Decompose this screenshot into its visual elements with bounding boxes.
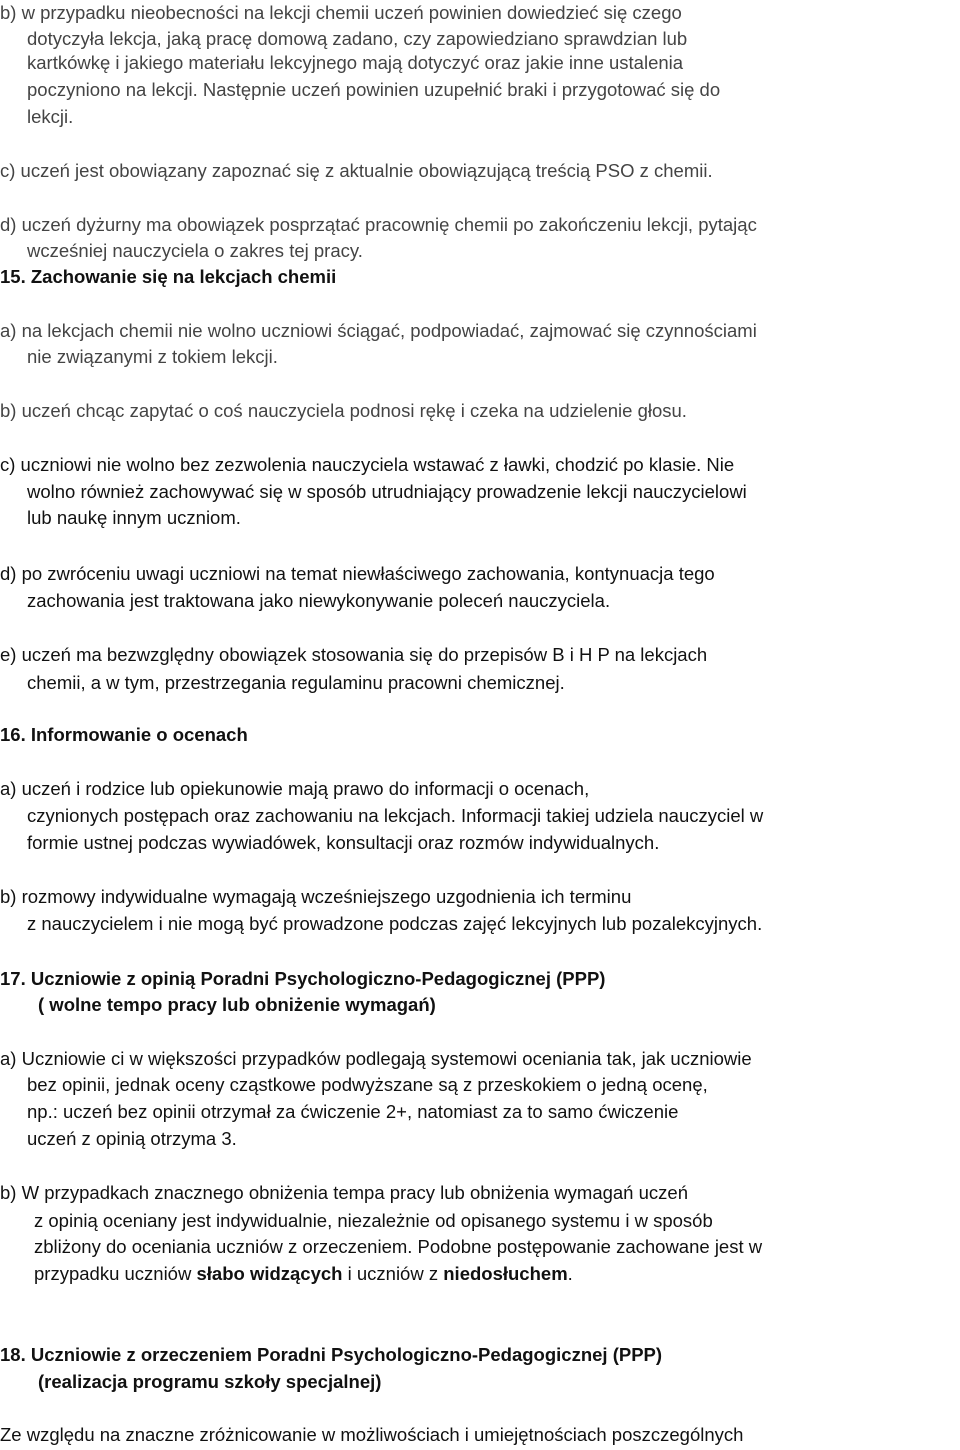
paragraph-line: lekcji.: [27, 106, 74, 127]
paragraph-line: b) uczeń chcąc zapytać o coś nauczyciela podnosi rękę i czeka na udzielenie głosu.: [0, 400, 687, 421]
paragraph-line: c) uczeń jest obowiązany zapoznać się z aktualnie obowiązującą treścią PSO z chemii.: [0, 160, 713, 181]
text-run: i uczniów z: [342, 1263, 444, 1284]
paragraph-line: z nauczycielem i nie mogą być prowadzone podczas zajęć lekcyjnych lub pozalekcyjnych.: [27, 913, 763, 934]
paragraph-line: a) uczeń i rodzice lub opiekunowie mają prawo do informacji o ocenach,: [0, 778, 590, 799]
paragraph-line: b) rozmowy indywidualne wymagają wcześniejszego uzgodnienia ich terminu: [0, 886, 632, 907]
paragraph-line: Ze względu na znaczne zróżnicowanie w możliwościach i umiejętnościach poszczególnych: [0, 1424, 744, 1445]
paragraph-line: chemii, a w tym, przestrzegania regulaminu pracowni chemicznej.: [27, 672, 565, 693]
paragraph-line: c) uczniowi nie wolno bez zezwolenia nauczyciela wstawać z ławki, chodzić po klasie. Nie: [0, 454, 735, 475]
paragraph-line: formie ustnej podczas wywiadówek, konsultacji oraz rozmów indywidualnych.: [27, 832, 660, 853]
section-heading: [0, 264, 336, 290]
paragraph-line: d) po zwróceniu uwagi uczniowi na temat niewłaściwego zachowania, kontynuacja tego: [0, 563, 715, 584]
section-number: 15.: [0, 266, 26, 287]
section-title: Uczniowie z orzeczeniem Poradni Psychologiczno-Pedagogicznej (PPP): [30, 1344, 663, 1365]
paragraph-line: uczeń z opinią otrzyma 3.: [27, 1128, 237, 1149]
text-run: przypadku uczniów: [34, 1263, 197, 1284]
paragraph-line: wcześniej nauczyciela o zakres tej pracy.: [27, 240, 363, 261]
section-subtitle: (realizacja programu szkoły specjalnej): [38, 1371, 382, 1392]
paragraph-line: lub naukę innym uczniom.: [27, 507, 241, 528]
bold-text: niedosłuchem: [443, 1263, 568, 1284]
paragraph-line: d) uczeń dyżurny ma obowiązek posprzątać pracownię chemii po zakończeniu lekcji, pytając: [0, 214, 757, 235]
section-title: Uczniowie z opinią Poradni Psychologiczno-Pedagogicznej (PPP): [30, 968, 606, 989]
paragraph-line: a) na lekcjach chemii nie wolno uczniowi ściągać, podpowiadać, zajmować się czynnościami: [0, 320, 757, 341]
section-heading: [0, 722, 248, 748]
paragraph-line: poczyniono na lekcji. Następnie uczeń powinien uzupełnić braki i przygotować się do: [27, 79, 721, 100]
paragraph-line: zachowania jest traktowana jako niewykonywanie poleceń nauczyciela.: [27, 590, 611, 611]
paragraph-line: bez opinii, jednak oceny cząstkowe podwyższane są z przeskokiem o jedną ocenę,: [27, 1074, 708, 1095]
bold-text: słabo widzących: [196, 1263, 343, 1284]
paragraph-line: zbliżony do oceniania uczniów z orzeczeniem. Podobne postępowanie zachowane jest w: [34, 1236, 763, 1257]
paragraph-line: nie związanymi z tokiem lekcji.: [27, 346, 278, 367]
section-title: Zachowanie się na lekcjach chemii: [30, 266, 337, 287]
section-heading: [0, 1342, 662, 1368]
section-subtitle: ( wolne tempo pracy lub obniżenie wymagań): [38, 994, 436, 1015]
section-title: Informowanie o ocenach: [30, 724, 248, 745]
paragraph-line: np.: uczeń bez opinii otrzymał za ćwiczenie 2+, natomiast za to samo ćwiczenie: [27, 1101, 679, 1122]
text-run: .: [567, 1263, 573, 1284]
section-number: 18.: [0, 1344, 26, 1365]
paragraph-line: b) w przypadku nieobecności na lekcji chemii uczeń powinien dowiedzieć się czego: [0, 2, 682, 23]
section-number: 17.: [0, 968, 26, 989]
paragraph-line: wolno również zachowywać się w sposób utrudniający prowadzenie lekcji nauczycielowi: [27, 481, 747, 502]
paragraph-line: kartkówkę i jakiego materiału lekcyjnego mają dotyczyć oraz jakie inne ustalenia: [27, 52, 684, 73]
paragraph-line: e) uczeń ma bezwzględny obowiązek stosowania się do przepisów B i H P na lekcjach: [0, 644, 708, 665]
section-heading: [0, 966, 605, 992]
paragraph-line: [34, 1261, 573, 1287]
section-number: 16.: [0, 724, 26, 745]
paragraph-line: b) W przypadkach znacznego obniżenia tempa pracy lub obniżenia wymagań uczeń: [0, 1182, 688, 1203]
paragraph-line: z opinią oceniany jest indywidualnie, niezależnie od opisanego systemu i w sposób: [34, 1210, 713, 1231]
paragraph-line: czynionych postępach oraz zachowaniu na lekcjach. Informacji takiej udziela nauczyciel w: [27, 805, 764, 826]
paragraph-line: a) Uczniowie ci w większości przypadków podlegają systemowi oceniania tak, jak uczniowie: [0, 1048, 752, 1069]
paragraph-line: dotyczyła lekcja, jaką pracę domową zadano, czy zapowiedziano sprawdzian lub: [27, 28, 688, 49]
